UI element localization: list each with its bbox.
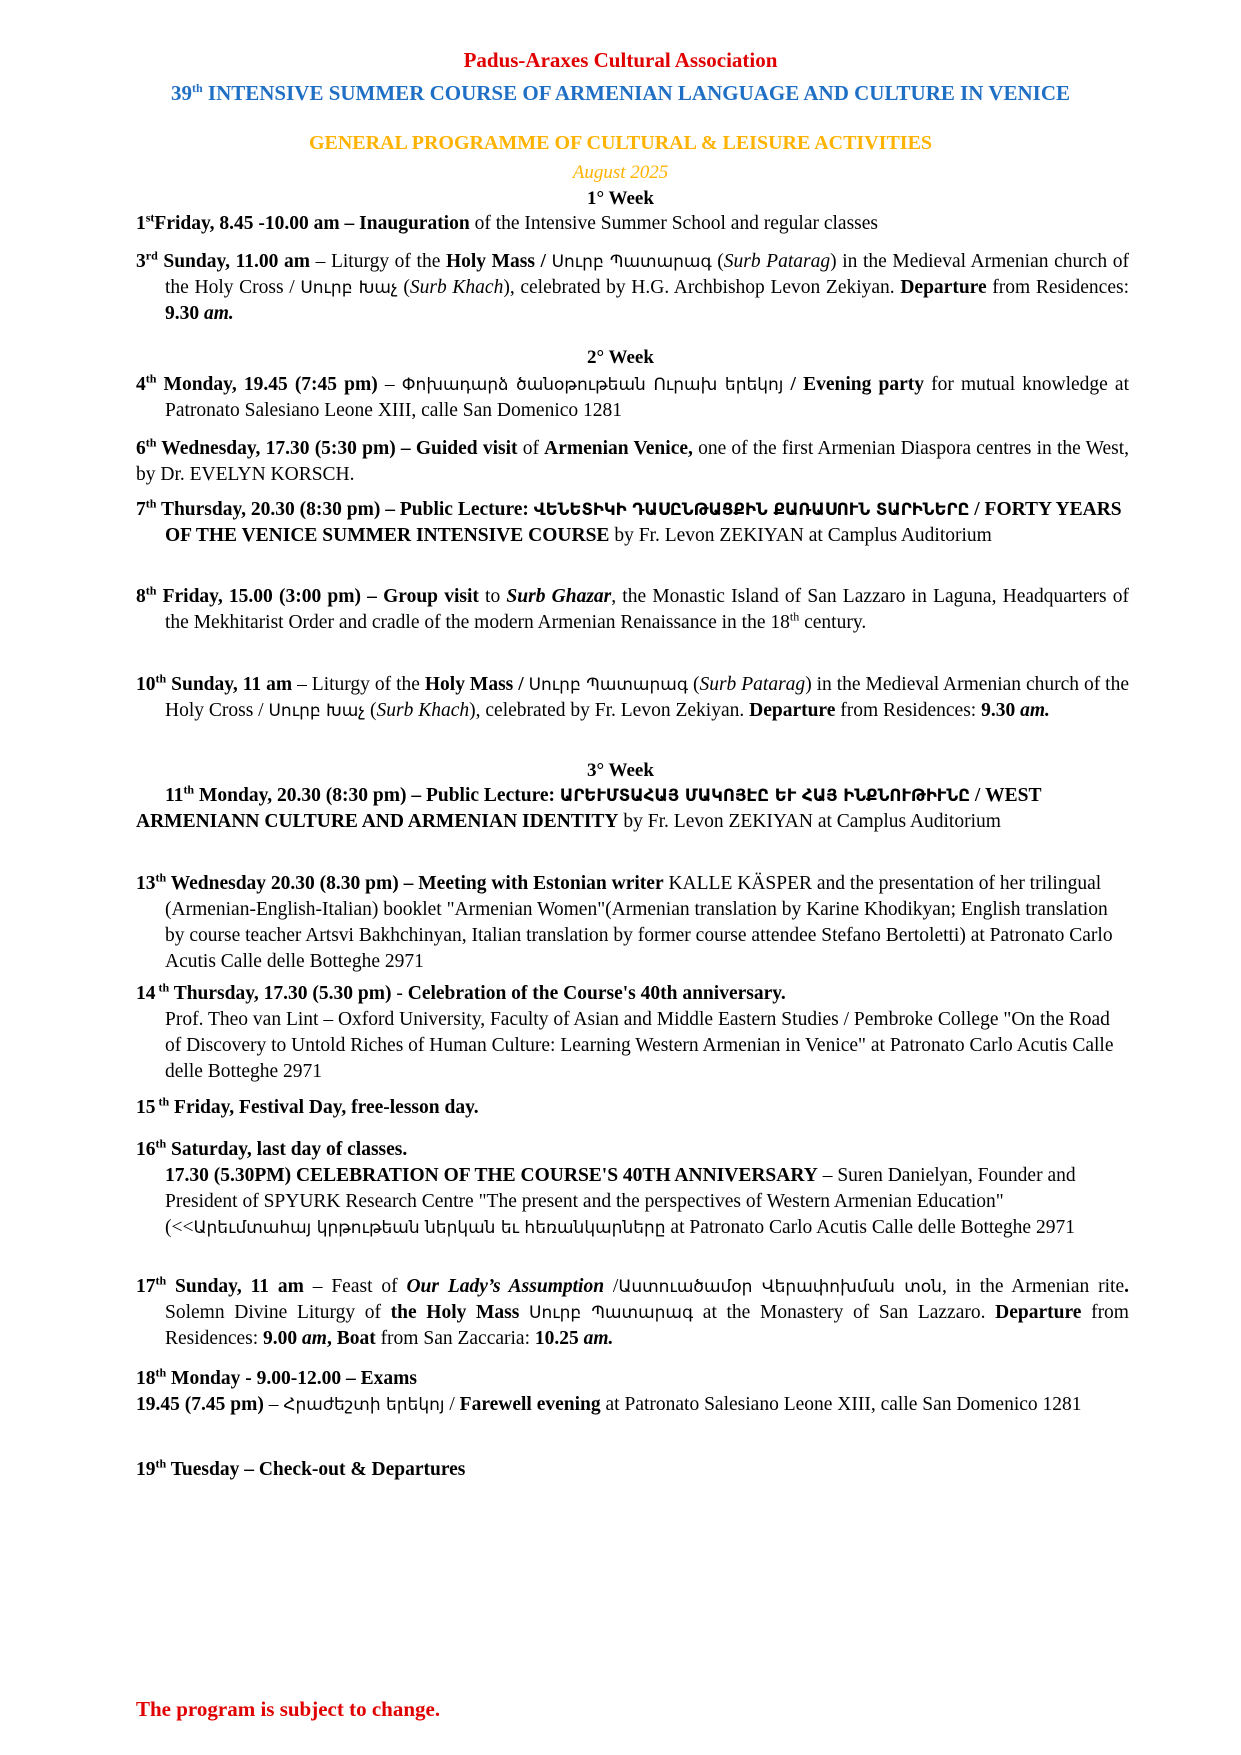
- entry-text: from Residences:: [165, 1302, 1129, 1349]
- week-heading-2: 2° Week: [587, 347, 654, 368]
- entry-text: – Liturgy of the: [310, 251, 446, 272]
- entry-heading: 19.45 (7.45 pm): [136, 1394, 264, 1415]
- entry-heading: Friday, 8.45 -10.00 am – Inauguration: [154, 213, 470, 234]
- boat-time-suffix: am.: [578, 1328, 614, 1349]
- day-suffix: th: [155, 1094, 170, 1109]
- departure-time: 9.30: [165, 303, 200, 324]
- entry-day-10: [136, 672, 1129, 724]
- day-number: 13: [136, 873, 156, 894]
- entry-farewell: [136, 1392, 1129, 1418]
- entry-text: /: [604, 1276, 619, 1297]
- holy-mass-label: Holy Mass /: [445, 251, 552, 272]
- entry-day-14: [136, 981, 1129, 1085]
- entry-heading: Thursday, 17.30 (5.30 pm): [169, 983, 392, 1004]
- entry-day-7: [136, 497, 1129, 549]
- course-title-text: INTENSIVE SUMMER COURSE OF ARMENIAN LANGUAGE AND CULTURE IN VENICE: [202, 81, 1071, 105]
- entry-day-8: [136, 584, 1129, 636]
- entry-day-13: [136, 871, 1129, 975]
- day-suffix: st: [145, 210, 155, 225]
- entry-text: –: [263, 1394, 284, 1415]
- departure-time-suffix: am: [297, 1328, 327, 1349]
- anniversary-label: Celebration of the Course's 40th anniversary.: [407, 983, 786, 1004]
- day-suffix: th: [183, 782, 195, 797]
- farewell-label: Farewell evening: [459, 1394, 601, 1415]
- armenian-text: Փոխադարձ ծանօթութեան Ուրախ երեկոյ: [401, 375, 784, 395]
- entry-text: by Fr. Levon ZEKIYAN at Camplus Auditorium: [618, 811, 1001, 832]
- transliteration: Surb Khach: [409, 277, 504, 298]
- entry-day-17: [136, 1274, 1129, 1352]
- entry-heading: Monday, 19.45 (7:45 pm): [156, 374, 378, 395]
- day-number: 4: [136, 374, 146, 395]
- entry-text: .: [1124, 1276, 1129, 1297]
- day-number: 10: [136, 674, 156, 695]
- day-number: 8: [136, 586, 146, 607]
- armenian-text: Սուրբ Պատարագ: [529, 1303, 694, 1323]
- day-suffix: th: [155, 1136, 167, 1151]
- day-suffix: th: [145, 496, 157, 511]
- week-heading-3: 3° Week: [587, 760, 654, 781]
- entry-heading: Monday, 20.30 (8:30 pm) – Public Lecture:: [194, 785, 560, 806]
- day-number: 14: [136, 983, 156, 1004]
- armenian-text: Աստուածամօր Վերափոխման տօն: [618, 1277, 942, 1297]
- entry-text: from Residences:: [835, 700, 982, 721]
- course-number: 39: [170, 81, 192, 105]
- holy-mass-label: the Holy Mass: [390, 1302, 520, 1323]
- entry-heading: Sunday, 11.00 am: [157, 251, 311, 272]
- entry-day-1: [136, 211, 1129, 237]
- day-suffix: th: [155, 1456, 167, 1471]
- entry-text: -: [391, 983, 408, 1004]
- armenian-text: Հրաժեշտի երեկոյ: [283, 1395, 445, 1415]
- course-title: [0, 81, 1241, 106]
- entry-text: at Patronato Carlo Acutis Calle delle Botteghe 2971: [665, 1217, 1075, 1238]
- entry-text: Solemn Divine Liturgy of: [165, 1302, 391, 1323]
- entry-day-15: [136, 1095, 1129, 1121]
- entry-text: of: [517, 438, 545, 459]
- entry-text: – Feast of: [303, 1276, 407, 1297]
- entry-text: from San Zaccaria:: [375, 1328, 535, 1349]
- boat-label: , Boat: [326, 1328, 376, 1349]
- entry-day-6: [136, 436, 1129, 488]
- day-suffix: th: [155, 1273, 167, 1288]
- departure-label: Departure: [749, 700, 836, 721]
- departure-label: Departure: [900, 277, 987, 298]
- surb-ghazar-label: Surb Ghazar: [506, 586, 612, 607]
- boat-time: 10.25: [534, 1328, 579, 1349]
- day-number: 16: [136, 1139, 156, 1160]
- entry-text: –: [377, 374, 402, 395]
- entry-heading: Friday, 15.00 (3:00 pm) – Group visit: [156, 586, 479, 607]
- armenian-venice-label: Armenian Venice,: [544, 438, 693, 459]
- day-suffix: rd: [145, 248, 158, 263]
- day-suffix: th: [155, 980, 170, 995]
- entry-day-18: [136, 1366, 1129, 1392]
- day-suffix: th: [145, 435, 157, 450]
- entry-text: to: [478, 586, 507, 607]
- day-number: 11: [165, 785, 184, 806]
- entry-text: – Liturgy of the: [292, 674, 425, 695]
- entry-text: (: [711, 251, 724, 272]
- entry-heading: Saturday, last day of classes.: [166, 1139, 408, 1160]
- entry-text: ), celebrated by H.G. Archbishop Levon Zekiyan.: [503, 277, 901, 298]
- entry-text: (: [365, 700, 377, 721]
- armenian-text: Սուրբ Խաչ: [268, 701, 366, 721]
- entry-day-3: [136, 249, 1129, 327]
- entry-text: ), celebrated by Fr. Levon Zekiyan.: [469, 700, 750, 721]
- holy-mass-label: Holy Mass /: [424, 674, 529, 695]
- entry-text: of the Intensive Summer School and regular classes: [469, 213, 879, 234]
- entry-text: one of the first Armenian Diaspora centres in the West, by Dr. EVELYN KORSCH.: [136, 438, 1129, 485]
- armenian-text: Սուրբ Պատարագ: [528, 675, 689, 695]
- lecture-title: / FORTY YEARS OF THE VENICE SUMMER INTENSIVE COURSE: [165, 499, 1122, 546]
- entry-text: KALLE KÄSPER and the presentation of her trilingual (Armenian-English-Italian) booklet "Armenian Women"(Armenian translation by Karine Khodikyan; English translation by course teacher Artsvi Bakhchinyan, Italian translation by former course attendee Stefano Bertoletti) at Patronato Carlo Acutis Calle delle Botteghe 2971: [165, 873, 1113, 972]
- entry-heading: Friday, Festival Day, free-lesson day.: [169, 1097, 479, 1118]
- entry-text: , the Monastic Island of San Lazzaro in Laguna, Headquarters of the Mekhitarist Order and cradle of the modern Armenian Renaissance in the 18: [165, 586, 1129, 633]
- entry-heading: Monday - 9.00-12.00 – Exams: [166, 1368, 417, 1389]
- programme-title: GENERAL PROGRAMME OF CULTURAL & LEISURE ACTIVITIES: [308, 132, 933, 154]
- organization-name: Padus-Araxes Cultural Association: [463, 48, 778, 72]
- day-suffix: th: [155, 1365, 167, 1380]
- anniversary-label: 17.30 (5.30PM) CELEBRATION OF THE COURSE'S 40TH ANNIVERSARY: [165, 1165, 818, 1186]
- entry-heading: Tuesday – Check-out & Departures: [166, 1459, 466, 1480]
- day-number: 6: [136, 438, 146, 459]
- change-notice: The program is subject to change.: [136, 1697, 441, 1721]
- entry-text: at the Monastery of San Lazzaro.: [693, 1302, 996, 1323]
- century-suffix: th: [789, 609, 800, 624]
- day-number: 1: [136, 213, 146, 234]
- entry-text: at Patronato Salesiano Leone XIII, calle San Domenico 1281: [600, 1394, 1082, 1415]
- armenian-text: Արեւմտահայ կրթութեան ներկան եւ հեռանկարները: [193, 1218, 666, 1238]
- departure-time-suffix: am.: [1015, 700, 1050, 721]
- transliteration: Surb Patarag: [723, 251, 831, 272]
- armenian-text: Սուրբ Խաչ: [300, 278, 398, 298]
- entry-text: /: [444, 1394, 460, 1415]
- departure-time: 9.00: [263, 1328, 298, 1349]
- entry-text: Prof. Theo van Lint – Oxford University, Faculty of Asian and Middle Eastern Studies / Pembroke College "On the Road of Discovery to Untold Riches of Human Culture: Learning Western Armenian in Venice" at Patronato Carlo Acutis Calle delle Botteghe 2971: [165, 1009, 1114, 1082]
- transliteration: Surb Khach: [376, 700, 470, 721]
- entry-heading: Wednesday 20.30 (8.30 pm) – Meeting with Estonian writer: [166, 873, 664, 894]
- entry-text: from Residences:: [986, 277, 1130, 298]
- departure-label: Departure: [995, 1302, 1082, 1323]
- entry-day-19: [136, 1457, 1129, 1483]
- entry-text: – Suren Danielyan, Founder and President of SPYURK Research Centre "The present and the perspectives of Western Armenian Education" (<<: [165, 1165, 1076, 1238]
- armenian-lecture-title: ՎԵՆԵՏԻԿԻ ԴԱՍԸՆԹԱՑՔԻՆ ՔԱՌԱՍՈՒՆ ՏԱՐԻՆԵՐԸ: [533, 500, 970, 519]
- entry-heading: Sunday, 11 am: [166, 1276, 304, 1297]
- day-suffix: th: [155, 671, 167, 686]
- day-number: 19: [136, 1459, 156, 1480]
- day-number: 3: [136, 251, 146, 272]
- feast-name: Our Lady’s Assumption: [406, 1276, 605, 1297]
- entry-heading: Wednesday, 17.30 (5:30 pm) – Guided visit: [156, 438, 518, 459]
- day-number: 17: [136, 1276, 156, 1297]
- armenian-lecture-title: ԱՐԵՒՄՏԱՀԱՅ ՄԱԿՈՅԷԸ ԵՒ ՀԱՅ ԻՆՔՆՈՒԹԻՒՆԸ: [559, 786, 970, 805]
- entry-text: ) in the Medieval Armenian church of the Holy Cross /: [165, 251, 1129, 298]
- entry-heading: Thursday, 20.30 (8:30 pm) – Public Lecture:: [156, 499, 534, 520]
- departure-time: 9.30: [981, 700, 1016, 721]
- course-number-suffix: th: [191, 81, 203, 95]
- entry-text: (: [397, 277, 410, 298]
- departure-time-suffix: am.: [199, 303, 234, 324]
- programme-date: August 2025: [572, 162, 669, 183]
- entry-text: by Fr. Levon ZEKIYAN at Camplus Auditorium: [609, 525, 992, 546]
- day-number: 15: [136, 1097, 156, 1118]
- transliteration: Surb Patarag: [699, 674, 806, 695]
- entry-text: , in the Armenian rite: [941, 1276, 1125, 1297]
- day-suffix: th: [155, 870, 167, 885]
- entry-day-4: [136, 372, 1129, 424]
- armenian-text: Սուրբ Պատարագ: [551, 252, 712, 272]
- entry-day-16: [136, 1137, 1129, 1241]
- day-suffix: th: [145, 583, 157, 598]
- entry-text: (: [688, 674, 700, 695]
- entry-text: century.: [799, 612, 867, 633]
- entry-heading: Sunday, 11 am: [166, 674, 293, 695]
- entry-text: ) in the Medieval Armenian church of the Holy Cross /: [165, 674, 1129, 721]
- day-number: 7: [136, 499, 146, 520]
- day-suffix: th: [145, 371, 157, 386]
- lecture-title: / WEST ARMENIANN CULTURE AND ARMENIAN IDENTITY: [136, 785, 1042, 832]
- entry-text: for mutual knowledge at Patronato Salesiano Leone XIII, calle San Domenico 1281: [165, 374, 1129, 421]
- day-number: 18: [136, 1368, 156, 1389]
- entry-day-11: [136, 783, 1129, 835]
- week-heading-1: 1° Week: [587, 188, 654, 209]
- evening-party-label: / Evening party: [783, 374, 924, 395]
- entry-text: [519, 1302, 529, 1323]
